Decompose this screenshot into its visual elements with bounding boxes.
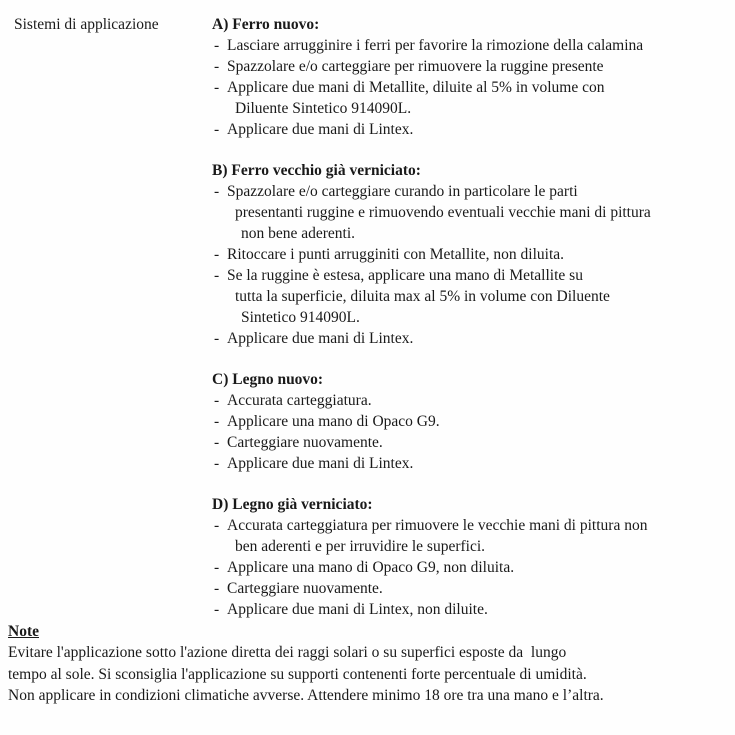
bullet-text	[227, 77, 735, 119]
note-line: tempo al sole. Si sconsiglia l'applicazione su supporti contenenti forte percentuale di umidità.	[8, 665, 587, 683]
bullet-line-primary: Spazzolare e/o carteggiare curando in particolare le parti	[227, 183, 578, 200]
bullet-text	[227, 411, 735, 432]
dash-marker-icon: -	[214, 559, 220, 576]
dash-marker-icon: -	[214, 517, 220, 534]
bullet-line-primary: Applicare una mano di Opaco G9, non diluita.	[227, 559, 515, 576]
bullet-item	[212, 181, 735, 244]
bullet-line-primary: Applicare due mani di Lintex, non diluite.	[227, 601, 488, 618]
note-line: Evitare l'applicazione sotto l'azione diretta dei raggi solari o su superfici esposte da lungo	[8, 644, 567, 661]
bullet-list	[212, 181, 735, 349]
dash-marker-icon: -	[214, 183, 220, 200]
application-system-section	[212, 494, 735, 620]
bullet-item	[212, 244, 735, 265]
bullet-item	[212, 557, 735, 578]
bullet-line-primary: Lasciare arrugginire i ferri per favorire la rimozione della calamina	[227, 37, 644, 54]
bullet-item	[212, 56, 735, 77]
row-label-sistemi-di-applicazione: Sistemi di applicazione	[14, 16, 159, 33]
section-heading: A) Ferro nuovo:	[212, 16, 320, 33]
application-systems-block	[0, 14, 735, 620]
bullet-text	[227, 35, 735, 56]
bullet-text	[227, 557, 735, 578]
dash-marker-icon: -	[214, 37, 220, 54]
dash-marker-icon: -	[214, 267, 220, 284]
bullet-item	[212, 599, 735, 620]
bullet-line-primary: Carteggiare nuovamente.	[227, 580, 383, 597]
bullet-line-primary: Applicare una mano di Opaco G9.	[227, 413, 440, 430]
bullet-line-primary: Applicare due mani di Lintex.	[227, 121, 414, 138]
dash-marker-icon: -	[214, 434, 220, 451]
section-heading: C) Legno nuovo:	[212, 371, 324, 388]
bullet-line-primary: Spazzolare e/o carteggiare per rimuovere la ruggine presente	[227, 58, 604, 75]
dash-marker-icon: -	[214, 121, 220, 138]
bullet-item	[212, 328, 735, 349]
note-line: Non applicare in condizioni climatiche avverse. Attendere minimo 18 ore tra una mano e l’altra.	[8, 687, 604, 704]
bullet-text	[227, 265, 735, 328]
bullet-line-primary: Applicare due mani di Metallite, diluite al 5% in volume con	[227, 79, 605, 96]
bullet-line-primary: Ritoccare i punti arrugginiti con Metallite, non diluita.	[227, 246, 565, 263]
bullet-text	[227, 181, 735, 244]
bullet-item	[212, 77, 735, 119]
bullet-line-continuation: non bene aderenti.	[241, 225, 356, 242]
systems-row	[0, 14, 735, 620]
bullet-text	[227, 119, 735, 140]
bullet-text	[227, 453, 735, 474]
bullet-line-primary: Accurata carteggiatura per rimuovere le vecchie mani di pittura non	[227, 517, 648, 534]
bullet-line-continuation: tutta la superficie, diluita max al 5% in volume con Diluente	[235, 288, 610, 305]
dash-marker-icon: -	[214, 413, 220, 430]
application-system-section	[212, 369, 735, 474]
bullet-line-continuation: Sintetico 914090L.	[241, 309, 360, 326]
bullet-text	[227, 244, 735, 265]
dash-marker-icon: -	[214, 580, 220, 597]
dash-marker-icon: -	[214, 246, 220, 263]
bullet-line-primary: Applicare due mani di Lintex.	[227, 330, 414, 347]
bullet-line-continuation: ben aderenti e per irruvidire le superfici.	[235, 538, 486, 555]
bullet-text	[227, 599, 735, 620]
bullet-item	[212, 578, 735, 599]
application-system-section	[212, 160, 735, 349]
bullet-list	[212, 515, 735, 620]
bullet-text	[227, 578, 735, 599]
bullet-line-continuation: Diluente Sintetico 914090L.	[235, 100, 412, 117]
bullet-item	[212, 411, 735, 432]
bullet-item	[212, 35, 735, 56]
bullet-item	[212, 453, 735, 474]
note-body	[8, 642, 724, 707]
bullet-list	[212, 35, 735, 140]
note-heading: Note	[8, 623, 39, 640]
dash-marker-icon: -	[214, 455, 220, 472]
dash-marker-icon: -	[214, 392, 220, 409]
section-heading: B) Ferro vecchio già verniciato:	[212, 162, 421, 179]
bullet-item	[212, 119, 735, 140]
bullet-item	[212, 390, 735, 411]
bullet-item	[212, 515, 735, 557]
application-system-section	[212, 14, 735, 140]
dash-marker-icon: -	[214, 58, 220, 75]
section-heading: D) Legno già verniciato:	[212, 496, 373, 513]
bullet-text	[227, 390, 735, 411]
bullet-text	[227, 328, 735, 349]
bullet-text	[227, 432, 735, 453]
sections-container	[206, 14, 735, 620]
bullet-line-primary: Applicare due mani di Lintex.	[227, 455, 414, 472]
dash-marker-icon: -	[214, 601, 220, 618]
bullet-line-primary: Carteggiare nuovamente.	[227, 434, 383, 451]
bullet-item	[212, 265, 735, 328]
bullet-line-primary: Accurata carteggiatura.	[227, 392, 372, 409]
note-block	[8, 622, 724, 707]
bullet-text	[227, 56, 735, 77]
dash-marker-icon: -	[214, 79, 220, 96]
dash-marker-icon: -	[214, 330, 220, 347]
bullet-list	[212, 390, 735, 474]
bullet-line-primary: Se la ruggine è estesa, applicare una mano di Metallite su	[227, 267, 583, 284]
bullet-text	[227, 515, 735, 557]
bullet-item	[212, 432, 735, 453]
bullet-line-continuation: presentanti ruggine e rimuovendo eventuali vecchie mani di pittura	[235, 204, 651, 221]
